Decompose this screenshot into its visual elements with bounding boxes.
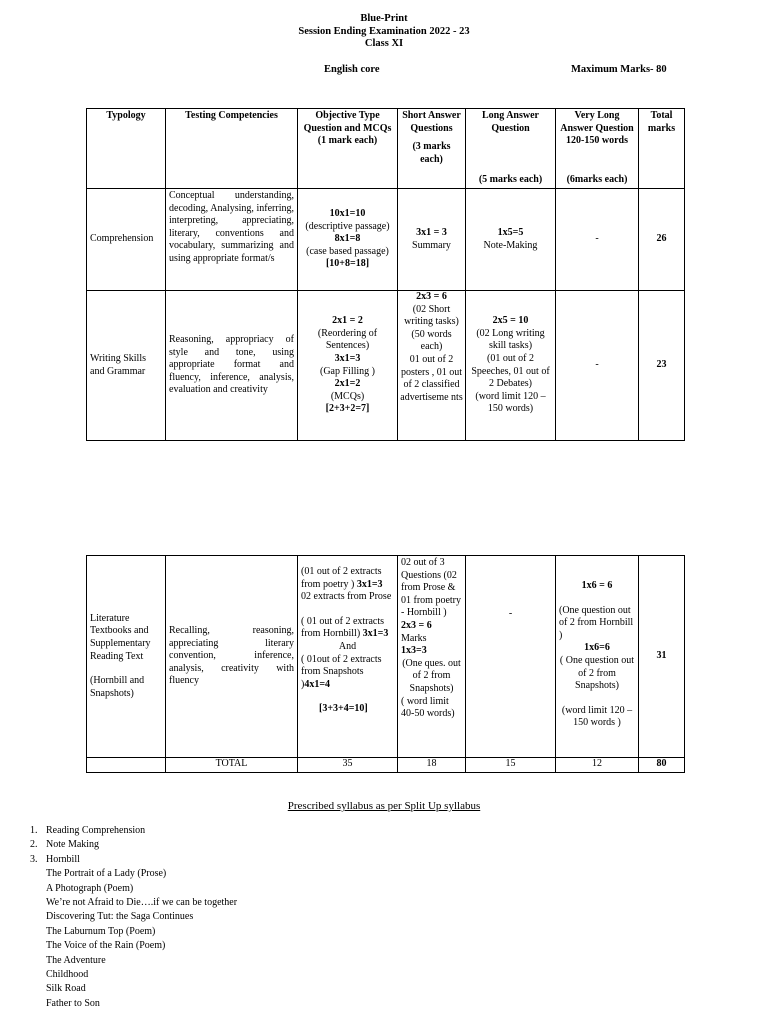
cell-line: ( One question out of 2 from Snapshots) bbox=[559, 654, 635, 692]
literature-competencies: Recalling, reasoning, appreciating literary convention, inference, analysis, creativity with fluency bbox=[166, 556, 298, 758]
header-short-marks: (3 marks each) bbox=[412, 141, 451, 165]
writing-long bbox=[466, 291, 556, 441]
cell-line: Marks bbox=[401, 632, 427, 644]
literature-long: - bbox=[466, 556, 556, 758]
comprehension-long bbox=[466, 189, 556, 291]
cell-bold: 4x1=4 bbox=[304, 678, 331, 690]
list-subitem: Silk Road bbox=[46, 983, 86, 995]
list-number: 1. bbox=[30, 825, 38, 836]
comprehension-objective bbox=[298, 189, 398, 291]
list-item bbox=[30, 824, 237, 838]
comprehension-row bbox=[87, 189, 685, 291]
cell-bold: 3x1=3 bbox=[356, 578, 383, 590]
cell-line: (case based passage) bbox=[306, 245, 389, 257]
comprehension-total: 26 bbox=[639, 189, 685, 291]
literature-typology-books: (Hornbill and Snapshots) bbox=[90, 675, 145, 699]
literature-typology bbox=[87, 556, 166, 758]
cell-line: (02 Short writing tasks) bbox=[404, 303, 459, 328]
cell-line: (descriptive passage) bbox=[305, 220, 390, 232]
total-objective: 35 bbox=[298, 758, 398, 773]
cell-bold: 3x1=3 bbox=[362, 628, 389, 640]
cell-line: 2x1=2 bbox=[334, 378, 361, 390]
comprehension-typology: Comprehension bbox=[87, 189, 166, 291]
list-subitem: The Portrait of a Lady (Prose) bbox=[46, 868, 167, 880]
cell-text: And bbox=[338, 640, 357, 652]
list-subitem: Discovering Tut: the Saga Continues bbox=[46, 911, 194, 923]
header-very-long-title: Very Long Answer Question 120-150 words bbox=[560, 110, 634, 147]
header-very-long-marks: (6marks each) bbox=[566, 174, 628, 186]
cell-line: 01 out of 2 posters , 01 out of 2 classified advertiseme nts bbox=[400, 353, 463, 403]
header-objective: Objective Type Question and MCQs (1 mark each) bbox=[298, 109, 398, 189]
cell-line: 10x1=10 bbox=[329, 208, 366, 220]
cell-line: 1x6 = 6 bbox=[581, 580, 613, 591]
writing-row bbox=[87, 291, 685, 441]
cell-line: 2x5 = 10 bbox=[492, 315, 529, 327]
header-long-title: Long Answer Question bbox=[482, 110, 539, 134]
cell-line: (One question out of 2 from Hornbill ) bbox=[559, 604, 634, 641]
cell-line: 1x5=5 bbox=[497, 226, 524, 238]
list-number: 2. bbox=[30, 839, 38, 851]
cell-line: Note-Making bbox=[483, 239, 538, 251]
subject-label: English core bbox=[324, 64, 380, 75]
cell-text: ( 01 out of 2 extracts from Hornbill) bbox=[301, 615, 385, 640]
literature-objective bbox=[298, 556, 398, 758]
writing-objective bbox=[298, 291, 398, 441]
header-short bbox=[398, 109, 466, 189]
cell-line: 3x1=3 bbox=[334, 352, 361, 364]
header-long bbox=[466, 109, 556, 189]
list-item bbox=[30, 838, 237, 852]
list-text: Hornbill bbox=[46, 853, 80, 865]
list-item bbox=[30, 853, 237, 867]
cell-line: (Reordering of Sentences) bbox=[317, 327, 378, 352]
list-text: Note Making bbox=[46, 839, 100, 851]
writing-very-long: - bbox=[556, 291, 639, 441]
header-very-long bbox=[556, 109, 639, 189]
cell-line: 8x1=8 bbox=[334, 233, 361, 245]
list-subitem: The Laburnum Top (Poem) bbox=[46, 925, 156, 937]
total-long: 15 bbox=[466, 758, 556, 773]
writing-competencies: Reasoning, appropriacy of style and tone, using appropriate format and fluency, inference, analysis, evaluation and creativity bbox=[166, 291, 298, 441]
total-label: TOTAL bbox=[166, 758, 298, 773]
cell-line: 2x3 = 6 bbox=[416, 291, 447, 302]
list-subitem: The Adventure bbox=[46, 954, 106, 966]
cell-line bbox=[301, 654, 394, 692]
cell-line: 1x3=3 bbox=[401, 645, 427, 657]
list-text: Reading Comprehension bbox=[46, 825, 146, 836]
writing-short bbox=[398, 291, 466, 441]
cell-line bbox=[301, 591, 394, 604]
literature-total: 31 bbox=[639, 556, 685, 758]
comprehension-short bbox=[398, 189, 466, 291]
header-competencies: Testing Competencies bbox=[166, 109, 298, 189]
blueprint-table-part2 bbox=[86, 555, 685, 773]
cell-line: [2+3+2=7] bbox=[325, 403, 370, 415]
cell-text: (01 out of 2 extracts from poetry ) bbox=[301, 566, 382, 590]
cell-line: (word limit 120 – 150 words) bbox=[475, 390, 546, 415]
cell-line: 02 out of 3 Questions (02 from Prose & 01 from poetry - Hornbill ) bbox=[401, 557, 461, 619]
cell-line: (50 words each) bbox=[411, 328, 452, 353]
literature-short bbox=[398, 556, 466, 758]
cell-line: 2x3 = 6 bbox=[401, 619, 432, 631]
cell-line: 2x1 = 2 bbox=[332, 315, 363, 327]
total-row bbox=[87, 758, 685, 773]
literature-typology-title: Literature Textbooks and Supplementary Reading Text bbox=[90, 612, 151, 662]
total-empty-cell bbox=[87, 758, 166, 773]
list-subitem: Father to Son bbox=[46, 997, 100, 1009]
cell-line: (MCQs) bbox=[330, 390, 365, 402]
writing-total: 23 bbox=[639, 291, 685, 441]
total-short: 18 bbox=[398, 758, 466, 773]
cell-line: (One ques. out of 2 from Snapshots) bbox=[402, 657, 461, 694]
cell-line: [10+8=18] bbox=[325, 258, 370, 270]
cell-text: 02 extracts from Prose bbox=[301, 591, 392, 603]
header-short-title: Short Answer Questions bbox=[402, 110, 461, 134]
cell-line bbox=[301, 703, 394, 716]
cell-line bbox=[301, 641, 394, 654]
syllabus-title: Prescribed syllabus as per Split Up syllabus bbox=[287, 800, 481, 812]
literature-row bbox=[87, 556, 685, 758]
cell-line: ( word limit 40-50 words) bbox=[401, 695, 455, 720]
cell-line: Summary bbox=[412, 239, 451, 251]
cell-line: 3x1 = 3 bbox=[416, 226, 447, 238]
cell-line: (02 Long writing skill tasks) bbox=[476, 327, 545, 352]
total-very-long: 12 bbox=[556, 758, 639, 773]
comprehension-very-long: - bbox=[556, 189, 639, 291]
cell-bold: [3+3+4=10] bbox=[319, 703, 368, 715]
cell-line: (01 out of 2 Speeches, 01 out of 2 Debates) bbox=[471, 352, 550, 390]
class-title: Class XI bbox=[364, 38, 404, 49]
literature-very-long bbox=[556, 556, 639, 758]
header-total: Total marks bbox=[639, 109, 685, 189]
writing-typology: Writing Skills and Grammar bbox=[87, 291, 166, 441]
cell-line bbox=[301, 566, 394, 591]
header-row bbox=[87, 109, 685, 189]
list-subitem: Childhood bbox=[46, 969, 89, 981]
cell-text: ( 01out of 2 extracts from Snapshots ) bbox=[301, 653, 382, 690]
cell-line: (word limit 120 – 150 words ) bbox=[561, 704, 633, 729]
header-long-marks: (5 marks each) bbox=[478, 174, 543, 186]
syllabus-list bbox=[30, 824, 237, 1011]
cell-line bbox=[301, 616, 394, 641]
blueprint-table-part1 bbox=[86, 108, 685, 441]
list-subitem: We’re not Afraid to Die….if we can be together bbox=[46, 897, 238, 909]
cell-line: 1x6=6 bbox=[584, 642, 610, 654]
comprehension-competencies: Conceptual understanding, decoding, Analysing, inferring, interpreting, appreciating, literary, conventions and vocabulary, summarizing and using appropriate format/s bbox=[166, 189, 298, 291]
header-typology: Typology bbox=[87, 109, 166, 189]
list-number: 3. bbox=[30, 853, 38, 865]
max-marks-label: Maximum Marks- 80 bbox=[571, 64, 667, 75]
exam-title: Session Ending Examination 2022 - 23 bbox=[298, 26, 470, 37]
doc-title: Blue-Print bbox=[360, 13, 408, 24]
cell-line: (Gap Filling ) bbox=[320, 365, 375, 377]
list-subitem: A Photograph (Poem) bbox=[46, 882, 134, 894]
total-marks: 80 bbox=[639, 758, 685, 773]
list-subitem: The Voice of the Rain (Poem) bbox=[46, 940, 166, 952]
